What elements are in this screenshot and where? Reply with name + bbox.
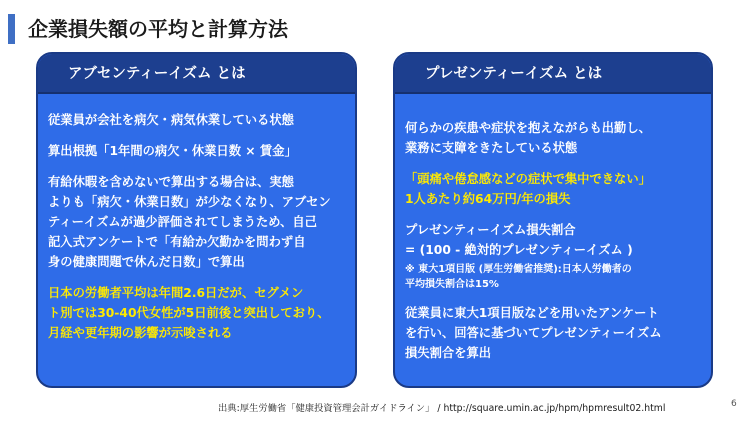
presenteeism-footnote-line: ※ 東大1項目版 (厚生労働省推奨):日本人労働者の xyxy=(405,264,632,275)
absenteeism-basis: 算出根拠「1年間の病欠・休業日数 × 賃金」 xyxy=(48,144,297,158)
absenteeism-panel-header: アブセンティーイズム とは xyxy=(38,54,355,94)
absenteeism-highlight-line: 日本の労働者平均は年間2.6日だが、セグメン xyxy=(48,286,304,300)
presenteeism-highlight-line: 1人あたり約64万円/年の損失 xyxy=(405,192,571,206)
presenteeism-panel xyxy=(393,52,713,388)
presenteeism-highlight-line: 「頭痛や倦怠感などの症状で集中できない」 xyxy=(405,172,651,186)
page-number: 6 xyxy=(731,399,737,409)
absenteeism-panel xyxy=(36,52,357,388)
presenteeism-method-line: 従業員に東大1項目版などを用いたアンケート xyxy=(405,306,659,320)
title-accent-bar xyxy=(8,14,15,44)
presenteeism-method-line: を行い、回答に基づいてプレゼンティーイズム xyxy=(405,326,662,340)
presenteeism-panel-body xyxy=(405,106,705,374)
presenteeism-formula-line: プレゼンティーイズム損失割合 xyxy=(405,223,576,237)
absenteeism-definition: 従業員が会社を病欠・病気休業している状態 xyxy=(48,113,294,127)
presenteeism-formula xyxy=(405,220,705,260)
presenteeism-method-line: 損失割合を算出 xyxy=(405,346,492,360)
presenteeism-definition-line: 何らかの疾患や症状を抱えながらも出勤し、 xyxy=(405,121,651,135)
source-citation: 出典:厚生労働省「健康投資管理会計ガイドライン」 / http://square.umin.ac.jp/hpm/hpmresult02.html xyxy=(218,403,666,414)
absenteeism-note-line: 身の健康問題で休んだ日数」で算出 xyxy=(48,255,245,269)
presenteeism-definition xyxy=(405,118,705,158)
absenteeism-note-line: ティーイズムが過少評価されてしまうため、自己 xyxy=(48,215,317,229)
absenteeism-panel-body xyxy=(48,106,349,354)
absenteeism-highlight xyxy=(48,283,349,343)
absenteeism-note-line: 有給休暇を含めないで算出する場合は、実態 xyxy=(48,175,294,189)
presenteeism-highlight xyxy=(405,169,705,209)
presenteeism-method xyxy=(405,303,705,363)
absenteeism-highlight-line: 月経や更年期の影響が示唆される xyxy=(48,326,233,340)
presenteeism-panel-header: プレゼンティーイズム とは xyxy=(395,54,711,94)
presenteeism-formula-line: = (100 - 絶対的プレゼンティーイズム ) xyxy=(405,243,633,257)
slide-title: 企業損失額の平均と計算方法 xyxy=(28,17,288,41)
absenteeism-note xyxy=(48,172,349,272)
absenteeism-highlight-line: ト別では30-40代女性が5日前後と突出しており、 xyxy=(48,306,330,320)
presenteeism-footnote-line: 平均損失割合は15% xyxy=(405,279,499,290)
presenteeism-footnote xyxy=(405,262,705,292)
absenteeism-note-line: 記入式アンケートで「有給か欠勤かを問わず自 xyxy=(48,235,306,249)
absenteeism-note-line: よりも「病欠・休業日数」が少なくなり、アブセン xyxy=(48,195,331,209)
presenteeism-definition-line: 業務に支障をきたしている状態 xyxy=(405,141,578,155)
